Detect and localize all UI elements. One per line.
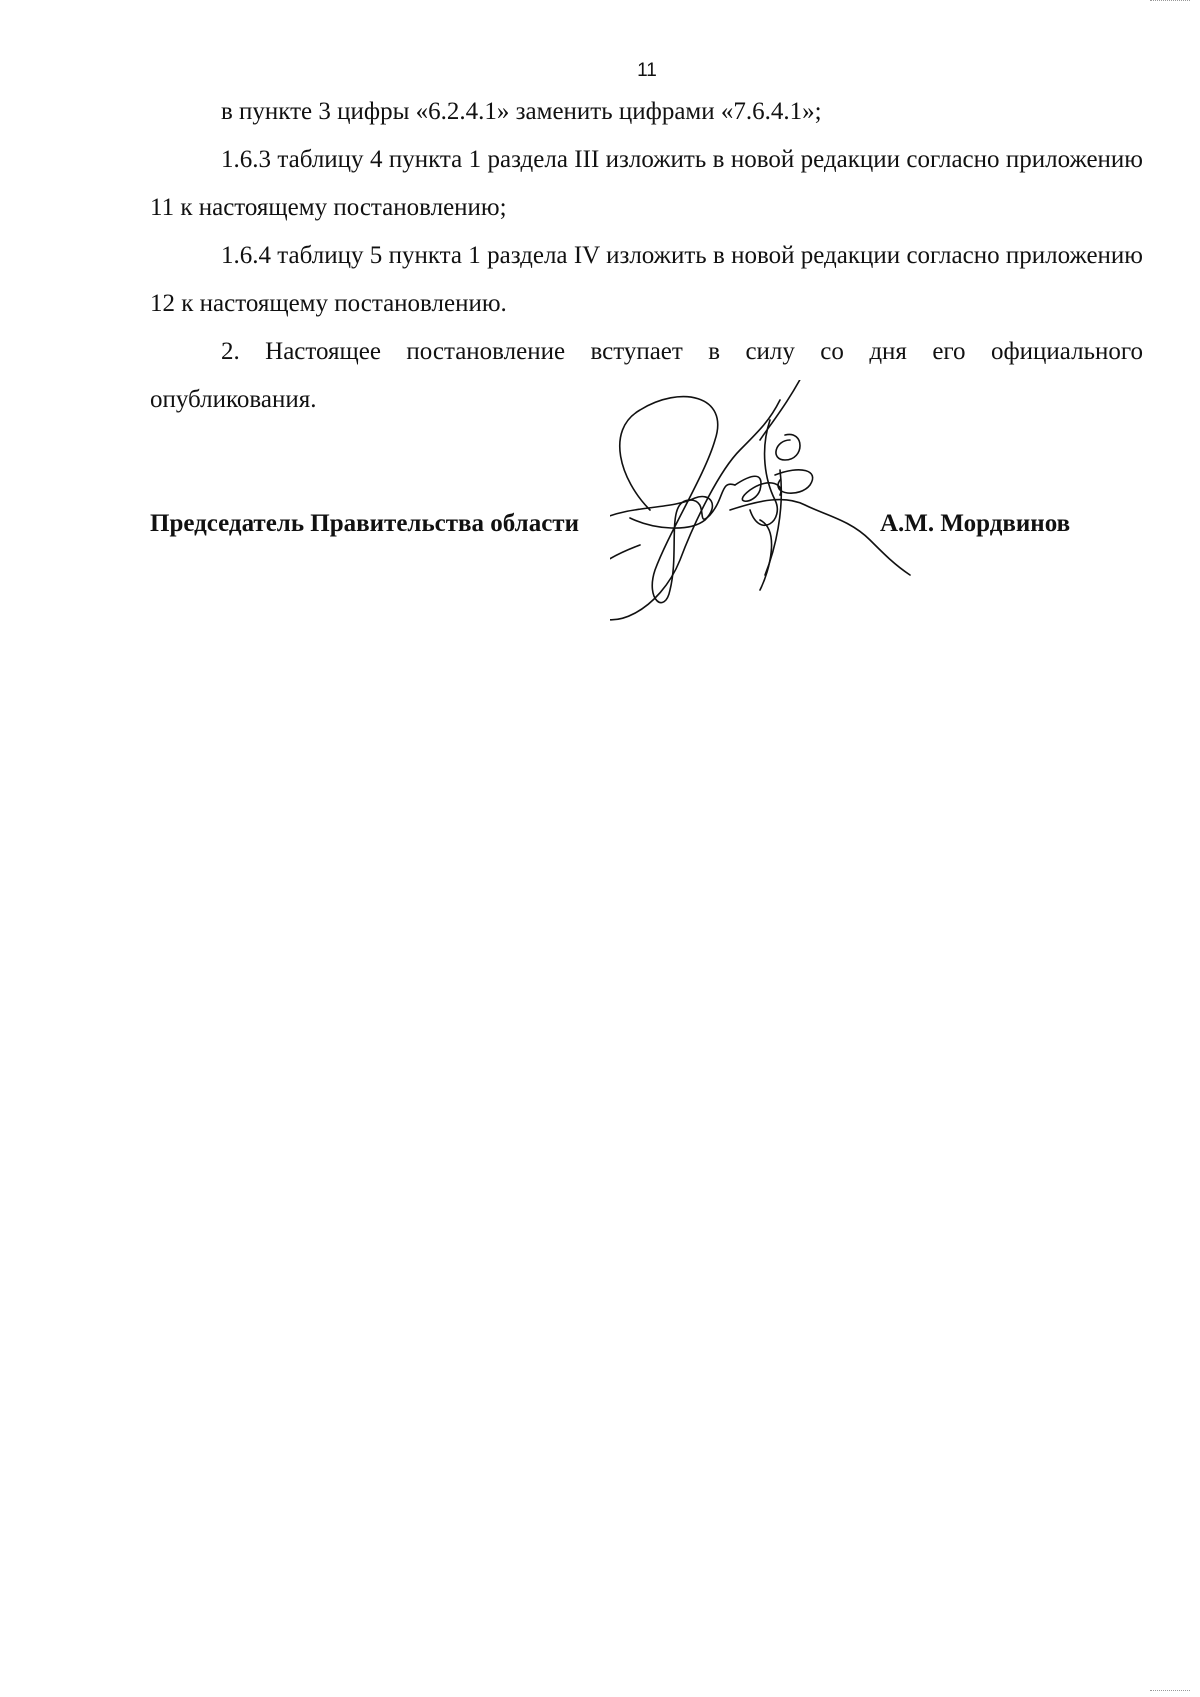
scan-corner-mark-bottom <box>1150 1690 1190 1697</box>
page-number: 11 <box>637 60 657 81</box>
document-body <box>150 88 1143 424</box>
handwritten-signature-icon <box>610 380 940 630</box>
scan-corner-mark-top <box>1150 0 1190 7</box>
paragraph-1-6-3: 1.6.3 таблицу 4 пункта 1 раздела III изложить в новой редакции согласно приложению 11 к настоящему постановлению; <box>150 146 1143 221</box>
paragraph-replace-digits: в пункте 3 цифры «6.2.4.1» заменить цифрами «7.6.4.1»; <box>221 98 822 125</box>
paragraph-effective-date: 2. Настоящее постановление вступает в силу со дня его официального опубликования. <box>150 338 1143 413</box>
signer-name: А.М. Мордвинов <box>880 510 1071 537</box>
signer-title: Председатель Правительства области <box>150 510 579 537</box>
paragraph-1-6-4: 1.6.4 таблицу 5 пункта 1 раздела IV изложить в новой редакции согласно приложению 12 к настоящему постановлению. <box>150 242 1143 317</box>
